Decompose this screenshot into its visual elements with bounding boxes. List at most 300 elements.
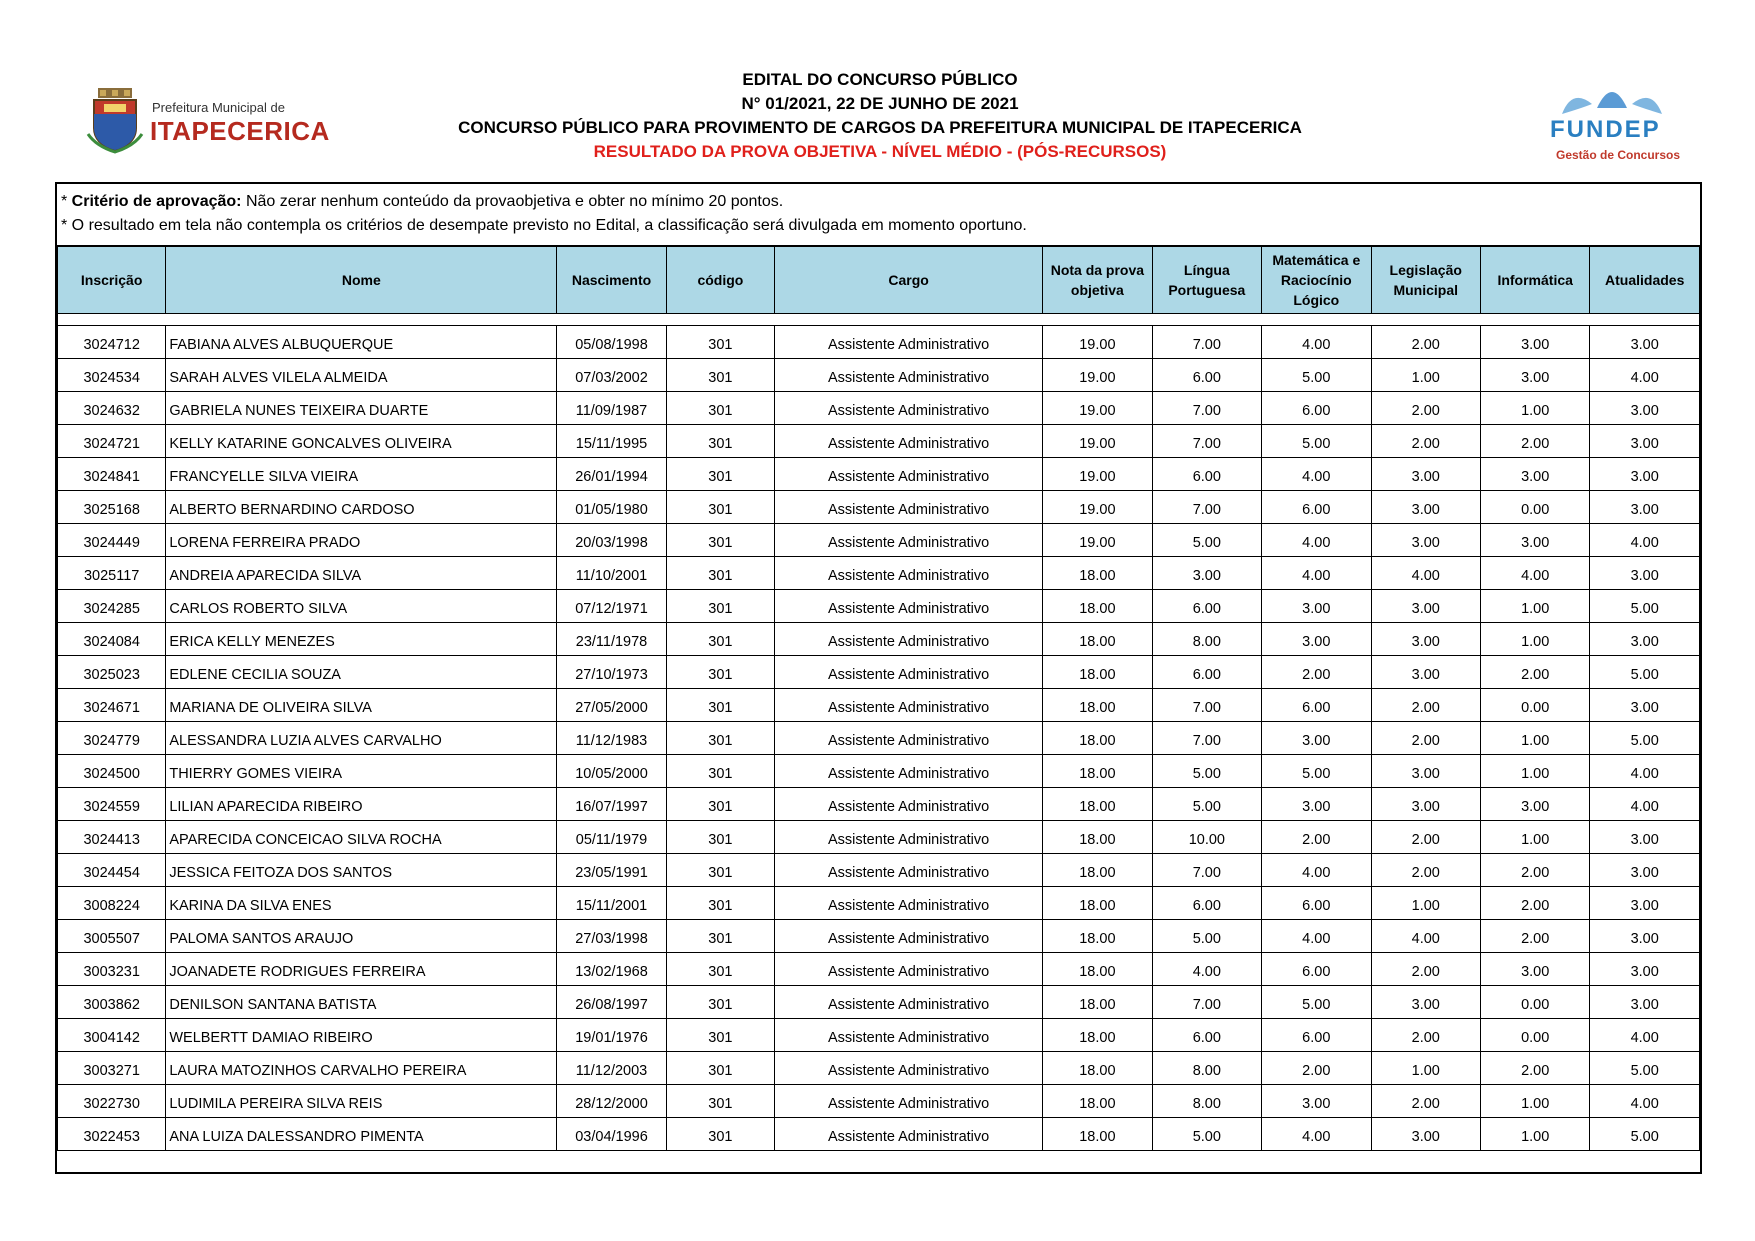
cell-col-nome: MARIANA DE OLIVEIRA SILVA — [166, 689, 557, 722]
cell-col-nascimento: 05/08/1998 — [557, 326, 666, 359]
table-row — [58, 656, 1700, 689]
cell-col-informatica: 1.00 — [1480, 623, 1589, 656]
cell-col-codigo: 301 — [666, 524, 774, 557]
cell-col-codigo: 301 — [666, 623, 774, 656]
cell-col-atualidades: 4.00 — [1590, 788, 1700, 821]
cell-col-atualidades: 3.00 — [1590, 326, 1700, 359]
cell-col-inscricao: 3003862 — [58, 986, 166, 1019]
cell-col-cargo: Assistente Administrativo — [775, 920, 1043, 953]
cell-col-codigo: 301 — [666, 425, 774, 458]
cell-col-matematica: 5.00 — [1262, 986, 1371, 1019]
table-row — [58, 821, 1700, 854]
cell-col-lingua: 8.00 — [1152, 1085, 1261, 1118]
cell-col-nascimento: 23/11/1978 — [557, 623, 666, 656]
cell-col-codigo: 301 — [666, 557, 774, 590]
cell-col-legislacao: 4.00 — [1371, 920, 1480, 953]
cell-col-lingua: 5.00 — [1152, 755, 1261, 788]
cell-col-nascimento: 07/03/2002 — [557, 359, 666, 392]
cell-col-cargo: Assistente Administrativo — [775, 755, 1043, 788]
cell-col-informatica: 3.00 — [1480, 788, 1589, 821]
cell-col-informatica: 3.00 — [1480, 458, 1589, 491]
cell-col-matematica: 6.00 — [1262, 491, 1371, 524]
cell-col-cargo: Assistente Administrativo — [775, 854, 1043, 887]
header-col-nome: Nome — [166, 247, 557, 314]
note-approval-criteria — [61, 190, 1700, 214]
cell-col-matematica: 3.00 — [1262, 788, 1371, 821]
cell-col-atualidades: 3.00 — [1590, 887, 1700, 920]
cell-col-legislacao: 2.00 — [1371, 689, 1480, 722]
cell-col-codigo: 301 — [666, 458, 774, 491]
cell-col-matematica: 4.00 — [1262, 458, 1371, 491]
cell-col-cargo: Assistente Administrativo — [775, 590, 1043, 623]
cell-col-lingua: 4.00 — [1152, 953, 1261, 986]
cell-col-nota: 18.00 — [1043, 986, 1152, 1019]
results-frame — [55, 182, 1702, 1174]
cell-col-legislacao: 3.00 — [1371, 491, 1480, 524]
cell-col-legislacao: 1.00 — [1371, 359, 1480, 392]
cell-col-cargo: Assistente Administrativo — [775, 1085, 1043, 1118]
logo-small-text: Prefeitura Municipal de — [152, 100, 285, 115]
cell-col-nascimento: 03/04/1996 — [557, 1118, 666, 1151]
cell-col-matematica: 3.00 — [1262, 590, 1371, 623]
note-prefix: * — [61, 193, 72, 210]
cell-col-nome: ALBERTO BERNARDINO CARDOSO — [166, 491, 557, 524]
cell-col-nota: 18.00 — [1043, 920, 1152, 953]
cell-col-atualidades: 3.00 — [1590, 392, 1700, 425]
cell-col-inscricao: 3024779 — [58, 722, 166, 755]
cell-col-inscricao: 3003231 — [58, 953, 166, 986]
cell-col-lingua: 3.00 — [1152, 557, 1261, 590]
cell-col-codigo: 301 — [666, 326, 774, 359]
cell-col-cargo: Assistente Administrativo — [775, 359, 1043, 392]
cell-col-nota: 19.00 — [1043, 458, 1152, 491]
cell-col-lingua: 7.00 — [1152, 722, 1261, 755]
cell-col-cargo: Assistente Administrativo — [775, 392, 1043, 425]
table-spacer-row — [58, 314, 1700, 326]
table-row — [58, 326, 1700, 359]
cell-col-nascimento: 11/12/2003 — [557, 1052, 666, 1085]
cell-col-codigo: 301 — [666, 1052, 774, 1085]
cell-col-nome: JOANADETE RODRIGUES FERREIRA — [166, 953, 557, 986]
cell-col-lingua: 7.00 — [1152, 491, 1261, 524]
cell-col-lingua: 5.00 — [1152, 1118, 1261, 1151]
cell-col-codigo: 301 — [666, 854, 774, 887]
cell-col-nota: 19.00 — [1043, 425, 1152, 458]
header-col-nota: Nota da prova objetiva — [1043, 247, 1152, 314]
fundep-wordmark: FUNDEP — [1550, 116, 1661, 143]
cell-col-atualidades: 4.00 — [1590, 755, 1700, 788]
title-line-2: N° 01/2021, 22 DE JUNHO DE 2021 — [741, 94, 1019, 113]
cell-col-matematica: 6.00 — [1262, 887, 1371, 920]
cell-col-informatica: 1.00 — [1480, 1085, 1589, 1118]
cell-col-nascimento: 13/02/1968 — [557, 953, 666, 986]
cell-col-cargo: Assistente Administrativo — [775, 326, 1043, 359]
table-row — [58, 458, 1700, 491]
table-row — [58, 854, 1700, 887]
cell-col-atualidades: 3.00 — [1590, 491, 1700, 524]
cell-col-inscricao: 3022453 — [58, 1118, 166, 1151]
cell-col-atualidades: 3.00 — [1590, 425, 1700, 458]
cell-col-cargo: Assistente Administrativo — [775, 623, 1043, 656]
cell-col-nome: GABRIELA NUNES TEIXEIRA DUARTE — [166, 392, 557, 425]
cell-col-matematica: 2.00 — [1262, 656, 1371, 689]
cell-col-legislacao: 3.00 — [1371, 656, 1480, 689]
cell-col-codigo: 301 — [666, 887, 774, 920]
cell-col-informatica: 3.00 — [1480, 359, 1589, 392]
cell-col-informatica: 2.00 — [1480, 1052, 1589, 1085]
cell-col-informatica: 0.00 — [1480, 491, 1589, 524]
prefeitura-logo — [86, 88, 330, 158]
cell-col-nascimento: 01/05/1980 — [557, 491, 666, 524]
cell-col-matematica: 3.00 — [1262, 722, 1371, 755]
cell-col-nome: LAURA MATOZINHOS CARVALHO PEREIRA — [166, 1052, 557, 1085]
cell-col-informatica: 3.00 — [1480, 953, 1589, 986]
cell-col-atualidades: 5.00 — [1590, 656, 1700, 689]
cell-col-lingua: 5.00 — [1152, 920, 1261, 953]
note-tiebreak: * O resultado em tela não contempla os critérios de desempate previsto no Edital, a classificação será divulgada em momento oportuno. — [61, 217, 1027, 234]
cell-col-lingua: 5.00 — [1152, 788, 1261, 821]
header-col-atualidades: Atualidades — [1590, 247, 1700, 314]
cell-col-nota: 18.00 — [1043, 755, 1152, 788]
cell-col-atualidades: 4.00 — [1590, 524, 1700, 557]
cell-col-nota: 18.00 — [1043, 1085, 1152, 1118]
cell-col-nascimento: 27/05/2000 — [557, 689, 666, 722]
cell-col-matematica: 4.00 — [1262, 326, 1371, 359]
table-row — [58, 887, 1700, 920]
cell-col-codigo: 301 — [666, 359, 774, 392]
header-col-codigo: código — [666, 247, 774, 314]
cell-col-nota: 18.00 — [1043, 1019, 1152, 1052]
cell-col-informatica: 1.00 — [1480, 1118, 1589, 1151]
cell-col-matematica: 6.00 — [1262, 392, 1371, 425]
cell-col-inscricao: 3024671 — [58, 689, 166, 722]
table-row — [58, 392, 1700, 425]
cell-col-nome: PALOMA SANTOS ARAUJO — [166, 920, 557, 953]
cell-col-legislacao: 2.00 — [1371, 1019, 1480, 1052]
cell-col-informatica: 0.00 — [1480, 689, 1589, 722]
cell-col-nascimento: 10/05/2000 — [557, 755, 666, 788]
cell-col-matematica: 6.00 — [1262, 689, 1371, 722]
header-col-nascimento: Nascimento — [557, 247, 666, 314]
cell-col-legislacao: 2.00 — [1371, 326, 1480, 359]
cell-col-nascimento: 11/12/1983 — [557, 722, 666, 755]
cell-col-cargo: Assistente Administrativo — [775, 986, 1043, 1019]
cell-col-codigo: 301 — [666, 986, 774, 1019]
cell-col-nascimento: 11/09/1987 — [557, 392, 666, 425]
cell-col-cargo: Assistente Administrativo — [775, 788, 1043, 821]
cell-col-nota: 18.00 — [1043, 689, 1152, 722]
table-row — [58, 986, 1700, 1019]
subtitle: RESULTADO DA PROVA OBJETIVA - NÍVEL MÉDIO - (PÓS-RECURSOS) — [593, 142, 1167, 161]
table-row — [58, 1052, 1700, 1085]
cell-col-atualidades: 5.00 — [1590, 1052, 1700, 1085]
cell-col-cargo: Assistente Administrativo — [775, 887, 1043, 920]
cell-col-nome: ANDREIA APARECIDA SILVA — [166, 557, 557, 590]
cell-col-matematica: 5.00 — [1262, 425, 1371, 458]
cell-col-inscricao: 3024632 — [58, 392, 166, 425]
cell-col-inscricao: 3022730 — [58, 1085, 166, 1118]
cell-col-inscricao: 3024084 — [58, 623, 166, 656]
cell-col-cargo: Assistente Administrativo — [775, 953, 1043, 986]
cell-col-legislacao: 3.00 — [1371, 458, 1480, 491]
cell-col-nome: EDLENE CECILIA SOUZA — [166, 656, 557, 689]
cell-col-cargo: Assistente Administrativo — [775, 1052, 1043, 1085]
cell-col-nascimento: 20/03/1998 — [557, 524, 666, 557]
cell-col-atualidades: 4.00 — [1590, 359, 1700, 392]
cell-col-informatica: 0.00 — [1480, 1019, 1589, 1052]
cell-col-cargo: Assistente Administrativo — [775, 689, 1043, 722]
table-row — [58, 722, 1700, 755]
cell-col-nascimento: 15/11/1995 — [557, 425, 666, 458]
cell-col-codigo: 301 — [666, 821, 774, 854]
cell-col-legislacao: 2.00 — [1371, 1085, 1480, 1118]
cell-col-cargo: Assistente Administrativo — [775, 722, 1043, 755]
cell-col-atualidades: 3.00 — [1590, 623, 1700, 656]
cell-col-codigo: 301 — [666, 1019, 774, 1052]
cell-col-legislacao: 3.00 — [1371, 788, 1480, 821]
cell-col-informatica: 4.00 — [1480, 557, 1589, 590]
cell-col-lingua: 10.00 — [1152, 821, 1261, 854]
cell-col-legislacao: 2.00 — [1371, 821, 1480, 854]
cell-col-lingua: 7.00 — [1152, 854, 1261, 887]
cell-col-lingua: 7.00 — [1152, 392, 1261, 425]
cell-col-nome: DENILSON SANTANA BATISTA — [166, 986, 557, 1019]
cell-col-nome: JESSICA FEITOZA DOS SANTOS — [166, 854, 557, 887]
cell-col-lingua: 8.00 — [1152, 623, 1261, 656]
table-header-row — [58, 247, 1700, 314]
table-row — [58, 788, 1700, 821]
cell-col-codigo: 301 — [666, 392, 774, 425]
cell-col-inscricao: 3024534 — [58, 359, 166, 392]
cell-col-nome: LILIAN APARECIDA RIBEIRO — [166, 788, 557, 821]
table-row — [58, 920, 1700, 953]
cell-col-codigo: 301 — [666, 689, 774, 722]
table-row — [58, 1118, 1700, 1151]
cell-col-codigo: 301 — [666, 491, 774, 524]
cell-col-atualidades: 3.00 — [1590, 986, 1700, 1019]
cell-col-nome: FRANCYELLE SILVA VIEIRA — [166, 458, 557, 491]
fundep-logo — [1536, 78, 1686, 168]
cell-col-informatica: 2.00 — [1480, 920, 1589, 953]
cell-col-inscricao: 3024285 — [58, 590, 166, 623]
cell-col-legislacao: 2.00 — [1371, 722, 1480, 755]
cell-col-nota: 18.00 — [1043, 1052, 1152, 1085]
cell-col-nome: CARLOS ROBERTO SILVA — [166, 590, 557, 623]
table-row — [58, 491, 1700, 524]
cell-col-atualidades: 3.00 — [1590, 953, 1700, 986]
cell-col-nome: ERICA KELLY MENEZES — [166, 623, 557, 656]
cell-col-codigo: 301 — [666, 1118, 774, 1151]
cell-col-nota: 18.00 — [1043, 623, 1152, 656]
cell-col-cargo: Assistente Administrativo — [775, 1118, 1043, 1151]
header-col-inscricao: Inscrição — [58, 247, 166, 314]
cell-col-inscricao: 3024454 — [58, 854, 166, 887]
cell-col-inscricao: 3025168 — [58, 491, 166, 524]
cell-col-informatica: 1.00 — [1480, 722, 1589, 755]
cell-col-inscricao: 3005507 — [58, 920, 166, 953]
cell-col-nota: 18.00 — [1043, 557, 1152, 590]
cell-col-nota: 18.00 — [1043, 821, 1152, 854]
cell-col-atualidades: 5.00 — [1590, 590, 1700, 623]
cell-col-atualidades: 3.00 — [1590, 458, 1700, 491]
header-col-informatica: Informática — [1480, 247, 1589, 314]
cell-col-informatica: 1.00 — [1480, 821, 1589, 854]
table-row — [58, 425, 1700, 458]
notes — [57, 184, 1700, 246]
cell-col-inscricao: 3003271 — [58, 1052, 166, 1085]
table-row — [58, 359, 1700, 392]
cell-col-nota: 19.00 — [1043, 392, 1152, 425]
cell-col-matematica: 6.00 — [1262, 1019, 1371, 1052]
cell-col-nascimento: 26/01/1994 — [557, 458, 666, 491]
cell-col-codigo: 301 — [666, 656, 774, 689]
cell-col-codigo: 301 — [666, 920, 774, 953]
cell-col-legislacao: 3.00 — [1371, 755, 1480, 788]
cell-col-nome: KARINA DA SILVA ENES — [166, 887, 557, 920]
cell-col-legislacao: 2.00 — [1371, 425, 1480, 458]
cell-col-matematica: 5.00 — [1262, 359, 1371, 392]
cell-col-informatica: 2.00 — [1480, 887, 1589, 920]
cell-col-legislacao: 3.00 — [1371, 986, 1480, 1019]
cell-col-nascimento: 26/08/1997 — [557, 986, 666, 1019]
cell-col-nome: ANA LUIZA DALESSANDRO PIMENTA — [166, 1118, 557, 1151]
header-col-cargo: Cargo — [775, 247, 1043, 314]
cell-col-lingua: 6.00 — [1152, 656, 1261, 689]
cell-col-matematica: 4.00 — [1262, 557, 1371, 590]
cell-col-cargo: Assistente Administrativo — [775, 821, 1043, 854]
cell-col-matematica: 3.00 — [1262, 623, 1371, 656]
cell-col-atualidades: 4.00 — [1590, 1085, 1700, 1118]
cell-col-lingua: 7.00 — [1152, 689, 1261, 722]
cell-col-inscricao: 3024500 — [58, 755, 166, 788]
cell-col-legislacao: 3.00 — [1371, 590, 1480, 623]
cell-col-nome: SARAH ALVES VILELA ALMEIDA — [166, 359, 557, 392]
cell-col-lingua: 7.00 — [1152, 986, 1261, 1019]
cell-col-lingua: 7.00 — [1152, 326, 1261, 359]
cell-col-cargo: Assistente Administrativo — [775, 425, 1043, 458]
cell-col-matematica: 4.00 — [1262, 524, 1371, 557]
cell-col-nascimento: 19/01/1976 — [557, 1019, 666, 1052]
cell-col-matematica: 4.00 — [1262, 920, 1371, 953]
cell-col-inscricao: 3004142 — [58, 1019, 166, 1052]
cell-col-nota: 19.00 — [1043, 491, 1152, 524]
cell-col-nota: 18.00 — [1043, 788, 1152, 821]
cell-col-nome: LORENA FERREIRA PRADO — [166, 524, 557, 557]
cell-col-informatica: 2.00 — [1480, 854, 1589, 887]
cell-col-atualidades: 5.00 — [1590, 722, 1700, 755]
cell-col-matematica: 3.00 — [1262, 1085, 1371, 1118]
cell-col-cargo: Assistente Administrativo — [775, 1019, 1043, 1052]
cell-col-nome: APARECIDA CONCEICAO SILVA ROCHA — [166, 821, 557, 854]
cell-col-informatica: 3.00 — [1480, 524, 1589, 557]
cell-col-nota: 18.00 — [1043, 656, 1152, 689]
cell-col-lingua: 6.00 — [1152, 887, 1261, 920]
cell-col-codigo: 301 — [666, 755, 774, 788]
cell-col-atualidades: 3.00 — [1590, 920, 1700, 953]
cell-col-inscricao: 3024712 — [58, 326, 166, 359]
cell-col-atualidades: 3.00 — [1590, 557, 1700, 590]
fundep-emblem-icon — [1552, 78, 1672, 118]
cell-col-codigo: 301 — [666, 953, 774, 986]
cell-col-nascimento: 15/11/2001 — [557, 887, 666, 920]
cell-col-atualidades: 4.00 — [1590, 1019, 1700, 1052]
cell-col-lingua: 7.00 — [1152, 425, 1261, 458]
title-line-1: EDITAL DO CONCURSO PÚBLICO — [742, 70, 1018, 89]
cell-col-lingua: 6.00 — [1152, 590, 1261, 623]
cell-col-cargo: Assistente Administrativo — [775, 557, 1043, 590]
cell-col-matematica: 2.00 — [1262, 821, 1371, 854]
table-row — [58, 755, 1700, 788]
table-row — [58, 1085, 1700, 1118]
cell-col-informatica: 0.00 — [1480, 986, 1589, 1019]
title-block — [420, 68, 1340, 164]
cell-col-legislacao: 1.00 — [1371, 1052, 1480, 1085]
cell-col-legislacao: 2.00 — [1371, 953, 1480, 986]
cell-col-legislacao: 3.00 — [1371, 524, 1480, 557]
cell-col-nota: 19.00 — [1043, 359, 1152, 392]
cell-col-informatica: 2.00 — [1480, 656, 1589, 689]
table-body — [58, 314, 1700, 1151]
cell-col-lingua: 6.00 — [1152, 1019, 1261, 1052]
cell-col-atualidades: 3.00 — [1590, 854, 1700, 887]
cell-col-legislacao: 2.00 — [1371, 854, 1480, 887]
cell-col-nome: WELBERTT DAMIAO RIBEIRO — [166, 1019, 557, 1052]
cell-col-informatica: 1.00 — [1480, 755, 1589, 788]
cell-col-informatica: 1.00 — [1480, 590, 1589, 623]
cell-col-legislacao: 2.00 — [1371, 392, 1480, 425]
cell-col-legislacao: 3.00 — [1371, 1118, 1480, 1151]
cell-col-matematica: 4.00 — [1262, 1118, 1371, 1151]
cell-col-nascimento: 07/12/1971 — [557, 590, 666, 623]
cell-col-lingua: 6.00 — [1152, 458, 1261, 491]
cell-col-atualidades: 5.00 — [1590, 1118, 1700, 1151]
cell-col-nota: 18.00 — [1043, 887, 1152, 920]
cell-col-matematica: 2.00 — [1262, 1052, 1371, 1085]
cell-col-inscricao: 3025023 — [58, 656, 166, 689]
cell-col-nome: LUDIMILA PEREIRA SILVA REIS — [166, 1085, 557, 1118]
cell-col-nascimento: 05/11/1979 — [557, 821, 666, 854]
cell-col-nota: 18.00 — [1043, 722, 1152, 755]
table-row — [58, 953, 1700, 986]
table-row — [58, 689, 1700, 722]
cell-col-codigo: 301 — [666, 788, 774, 821]
cell-col-matematica: 5.00 — [1262, 755, 1371, 788]
cell-col-nome: FABIANA ALVES ALBUQUERQUE — [166, 326, 557, 359]
cell-col-codigo: 301 — [666, 722, 774, 755]
cell-col-codigo: 301 — [666, 590, 774, 623]
cell-col-nota: 19.00 — [1043, 524, 1152, 557]
cell-col-nota: 18.00 — [1043, 1118, 1152, 1151]
cell-col-nascimento: 16/07/1997 — [557, 788, 666, 821]
cell-col-nascimento: 27/10/1973 — [557, 656, 666, 689]
cell-col-nota: 18.00 — [1043, 590, 1152, 623]
cell-col-cargo: Assistente Administrativo — [775, 458, 1043, 491]
cell-col-inscricao: 3008224 — [58, 887, 166, 920]
results-table — [57, 246, 1700, 1151]
cell-col-atualidades: 3.00 — [1590, 689, 1700, 722]
cell-col-informatica: 3.00 — [1480, 326, 1589, 359]
coat-of-arms-icon — [86, 88, 144, 154]
cell-col-matematica: 6.00 — [1262, 953, 1371, 986]
cell-col-nota: 18.00 — [1043, 854, 1152, 887]
cell-col-inscricao: 3024413 — [58, 821, 166, 854]
cell-col-cargo: Assistente Administrativo — [775, 656, 1043, 689]
cell-col-nome: ALESSANDRA LUZIA ALVES CARVALHO — [166, 722, 557, 755]
table-row — [58, 1019, 1700, 1052]
cell-col-lingua: 8.00 — [1152, 1052, 1261, 1085]
header-col-matematica: Matemática e Raciocínio Lógico — [1262, 247, 1371, 314]
fundep-subtitle: Gestão de Concursos — [1556, 148, 1681, 162]
